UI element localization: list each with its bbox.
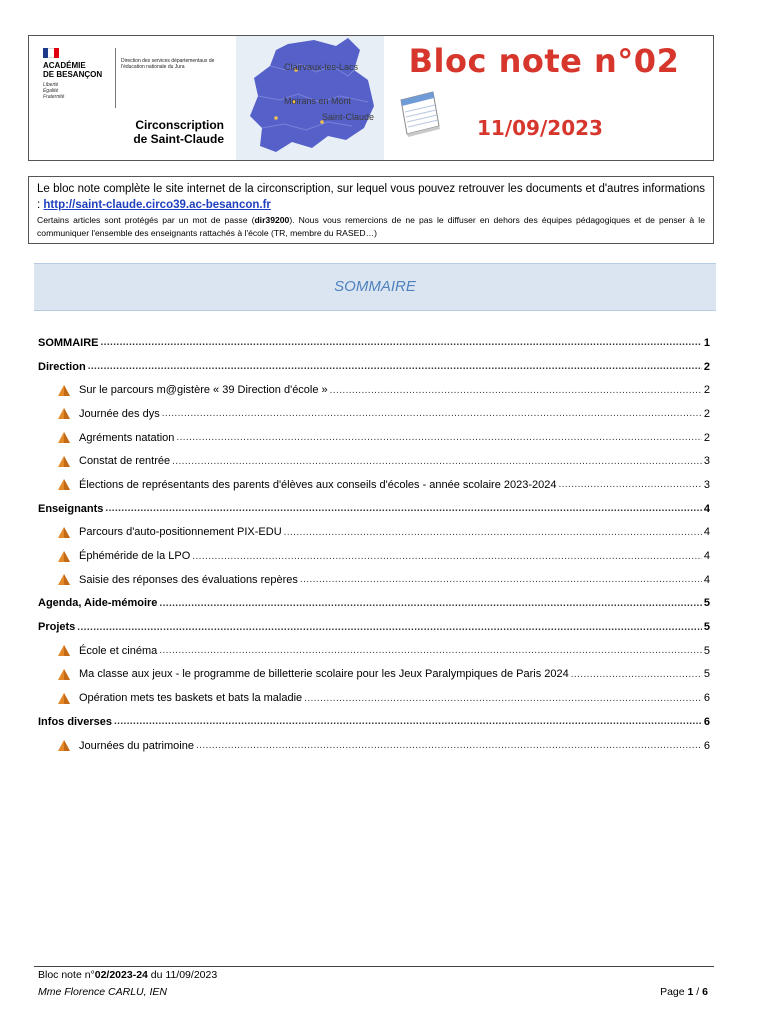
footer-author: Mme Florence CARLU, IEN bbox=[38, 986, 167, 998]
table-of-contents bbox=[38, 331, 710, 757]
triangle-bullet-icon bbox=[58, 574, 70, 585]
republic-motto: Liberté Égalité Fraternité bbox=[43, 82, 65, 100]
toc-dot-leader bbox=[159, 645, 702, 656]
toc-dot-leader bbox=[105, 503, 701, 514]
toc-entry-title: Opération mets tes baskets et bats la maladie bbox=[79, 692, 303, 705]
toc-page-number: 1 bbox=[703, 336, 710, 349]
toc-dot-leader bbox=[77, 622, 702, 633]
toc-entry-title: Constat de rentrée bbox=[79, 455, 171, 468]
toc-dot-leader bbox=[559, 479, 702, 490]
toc-dot-leader bbox=[284, 527, 702, 538]
intro-text: Le bloc note complète le site internet de la circonscription, sur lequel vous pouvez retrouver les documents et d'autres informations : bbox=[37, 183, 705, 211]
toc-dot-leader bbox=[196, 740, 702, 751]
toc-subsection-entry[interactable] bbox=[38, 449, 710, 473]
toc-entry-title: Éphéméride de la LPO bbox=[79, 550, 191, 563]
password-value: dir39200 bbox=[254, 215, 290, 225]
toc-entry-title: École et cinéma bbox=[79, 644, 158, 657]
toc-subsection-entry[interactable] bbox=[38, 473, 710, 497]
toc-page-number: 2 bbox=[703, 384, 710, 397]
toc-dot-leader bbox=[172, 456, 702, 467]
toc-entry-title: Infos diverses bbox=[38, 715, 112, 728]
dsden-label: Direction des services départementaux de l'éducation nationale du Jura bbox=[121, 58, 215, 70]
triangle-bullet-icon bbox=[58, 740, 70, 751]
circonscription-label: Circonscription de Saint-Claude bbox=[133, 118, 224, 146]
map-label-saint-claude: Saint-Claude bbox=[322, 112, 375, 122]
footer-page-number: Page 1 / 6 bbox=[660, 986, 708, 998]
toc-dot-leader bbox=[330, 385, 702, 396]
toc-subsection-entry[interactable] bbox=[38, 639, 710, 663]
sommaire-heading: SOMMAIRE bbox=[34, 263, 716, 311]
toc-dot-leader bbox=[162, 408, 702, 419]
toc-entry-title: Journées du patrimoine bbox=[79, 739, 194, 752]
toc-page-number: 4 bbox=[703, 550, 710, 563]
toc-section-entry[interactable] bbox=[38, 355, 710, 379]
footer-divider bbox=[34, 966, 714, 967]
toc-page-number: 4 bbox=[703, 502, 710, 515]
toc-entry-title: Ma classe aux jeux - le programme de billetterie scolaire pour les Jeux Paralympiques de Paris 2024 bbox=[79, 668, 569, 681]
toc-page-number: 2 bbox=[703, 360, 710, 373]
toc-subsection-entry[interactable] bbox=[38, 544, 710, 568]
toc-entry-title: Agréments natation bbox=[79, 431, 175, 444]
bloc-note-date: 11/09/2023 bbox=[477, 116, 603, 140]
toc-dot-leader bbox=[192, 551, 702, 562]
toc-page-number: 6 bbox=[703, 715, 710, 728]
toc-page-number: 6 bbox=[703, 692, 710, 705]
toc-entry-title: Projets bbox=[38, 621, 76, 634]
triangle-bullet-icon bbox=[58, 385, 70, 396]
triangle-bullet-icon bbox=[58, 551, 70, 562]
toc-subsection-entry[interactable] bbox=[38, 686, 710, 710]
password-note-text: Certains articles sont protégés par un mot de passe ( bbox=[37, 215, 255, 225]
toc-section-entry[interactable] bbox=[38, 331, 710, 355]
academy-name: ACADÉMIE DE BESANÇON bbox=[43, 61, 103, 79]
toc-page-number: 2 bbox=[703, 407, 710, 420]
triangle-bullet-icon bbox=[58, 645, 70, 656]
triangle-bullet-icon bbox=[58, 527, 70, 538]
toc-section-entry[interactable] bbox=[38, 497, 710, 521]
academy-logo bbox=[43, 48, 133, 100]
circonscription-site-link[interactable]: http://saint-claude.circo39.ac-besancon.fr bbox=[43, 199, 271, 211]
notepad-icon bbox=[391, 86, 443, 143]
toc-dot-leader bbox=[159, 598, 701, 609]
triangle-bullet-icon bbox=[58, 432, 70, 443]
footer-bloc-note-ref: Bloc note n°02/2023-24 du 11/09/2023 bbox=[38, 969, 218, 981]
toc-section-entry[interactable] bbox=[38, 710, 710, 734]
toc-dot-leader bbox=[101, 337, 702, 348]
toc-page-number: 5 bbox=[703, 621, 710, 634]
toc-entry-title: SOMMAIRE bbox=[38, 336, 99, 349]
triangle-bullet-icon bbox=[58, 693, 70, 704]
toc-subsection-entry[interactable] bbox=[38, 568, 710, 592]
toc-entry-title: Parcours d'auto-positionnement PIX-EDU bbox=[79, 526, 282, 539]
toc-dot-leader bbox=[304, 693, 702, 704]
triangle-bullet-icon bbox=[58, 479, 70, 490]
toc-subsection-entry[interactable] bbox=[38, 521, 710, 545]
toc-section-entry[interactable] bbox=[38, 615, 710, 639]
toc-entry-title: Saisie des réponses des évaluations repères bbox=[79, 573, 298, 586]
toc-section-entry[interactable] bbox=[38, 592, 710, 616]
toc-page-number: 5 bbox=[703, 644, 710, 657]
toc-dot-leader bbox=[300, 574, 702, 585]
bloc-note-title: Bloc note n°02 bbox=[408, 42, 680, 80]
toc-entry-title: Élections de représentants des parents d'élèves aux conseils d'écoles - année scolaire 2023-2024 bbox=[79, 478, 557, 491]
toc-subsection-entry[interactable] bbox=[38, 663, 710, 687]
toc-page-number: 5 bbox=[703, 597, 710, 610]
toc-page-number: 4 bbox=[703, 573, 710, 586]
toc-page-number: 5 bbox=[703, 668, 710, 681]
toc-subsection-entry[interactable] bbox=[38, 402, 710, 426]
toc-dot-leader bbox=[88, 361, 702, 372]
toc-page-number: 3 bbox=[703, 455, 710, 468]
toc-entry-title: Direction bbox=[38, 360, 86, 373]
map-label-clairvaux: Clairvaux-les-Lacs bbox=[284, 62, 359, 72]
toc-entry-title: Enseignants bbox=[38, 502, 104, 515]
toc-page-number: 6 bbox=[703, 739, 710, 752]
toc-page-number: 4 bbox=[703, 526, 710, 539]
triangle-bullet-icon bbox=[58, 456, 70, 467]
header-banner bbox=[28, 35, 714, 161]
toc-page-number: 3 bbox=[703, 478, 710, 491]
toc-subsection-entry[interactable] bbox=[38, 734, 710, 758]
intro-box bbox=[28, 176, 714, 244]
toc-dot-leader bbox=[571, 669, 702, 680]
password-note bbox=[37, 214, 705, 240]
map-label-moirans: Moirans en Mont bbox=[284, 96, 352, 106]
toc-page-number: 2 bbox=[703, 431, 710, 444]
triangle-bullet-icon bbox=[58, 669, 70, 680]
intro-paragraph bbox=[37, 181, 705, 213]
toc-entry-title: Sur le parcours m@gistère « 39 Direction d'école » bbox=[79, 384, 328, 397]
password-note-text-end: ). Nous vous remercions de ne pas le diffuser en dehors des équipes pédagogiques et de penser à le communiquer l'ensemble des enseignants rattachés à l'école (TR, membre du RASED…) bbox=[37, 215, 705, 238]
marianne-flag-icon bbox=[43, 48, 59, 58]
toc-subsection-entry[interactable] bbox=[38, 426, 710, 450]
toc-subsection-entry[interactable] bbox=[38, 378, 710, 402]
circonscription-map bbox=[236, 36, 384, 160]
toc-dot-leader bbox=[176, 432, 701, 443]
toc-entry-title: Journée des dys bbox=[79, 407, 160, 420]
triangle-bullet-icon bbox=[58, 408, 70, 419]
logo-divider bbox=[115, 48, 116, 108]
toc-dot-leader bbox=[114, 716, 702, 727]
toc-entry-title: Agenda, Aide-mémoire bbox=[38, 597, 158, 610]
